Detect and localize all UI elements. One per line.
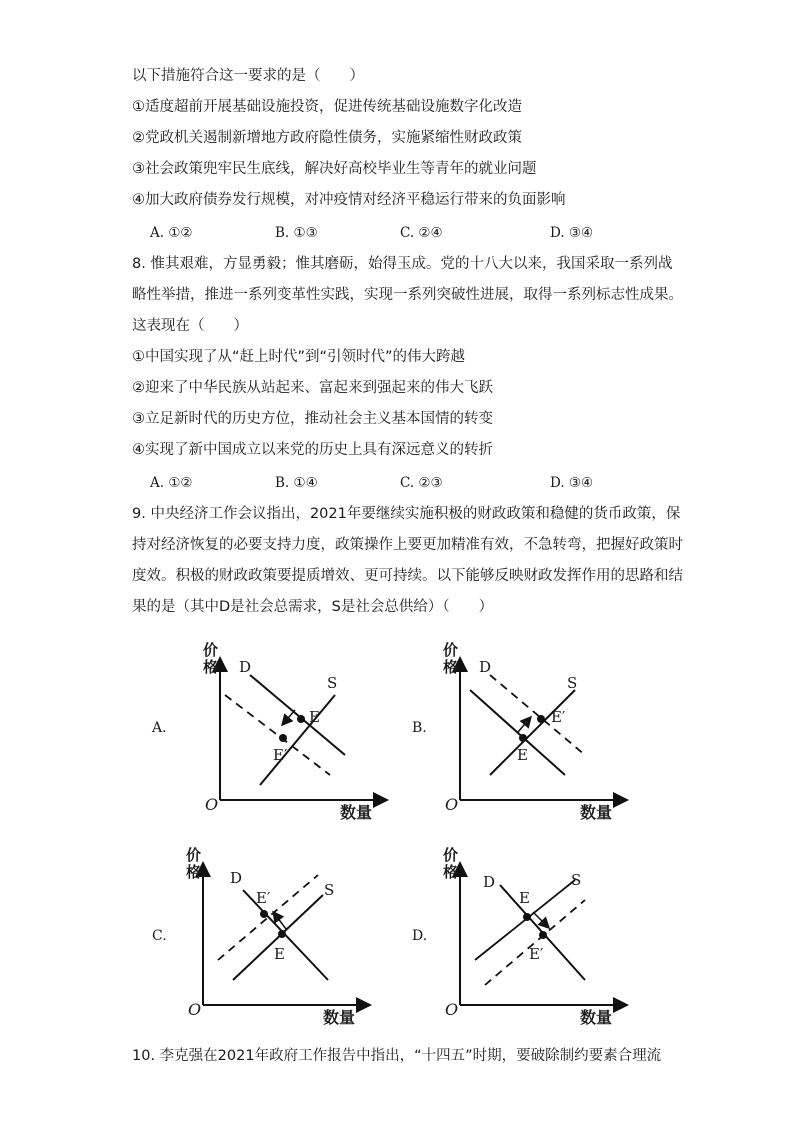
point-e — [297, 715, 305, 723]
q8-item-1: ①中国实现了从“赶上时代”到“引领时代”的伟大跨越 — [132, 349, 466, 365]
graph-b-x-label: 数量 — [580, 803, 613, 822]
q7-option-a: A. ①② — [150, 225, 193, 241]
q9-stem-line-2: 持对经济恢复的必要支持力度，政策操作上要更加精准有效，不急转弯，把握好政策时 — [132, 537, 683, 553]
q8-stem-line-1: 8. 惟其艰难，方显勇毅；惟其磨砺，始得玉成。党的十八大以来，我国采取一系列战 — [132, 256, 673, 272]
point-e-prime — [537, 715, 545, 723]
graph-a-origin: O — [205, 795, 219, 814]
supply-curve — [260, 695, 335, 785]
shift-arrow — [283, 710, 295, 724]
q8-item-3: ③立足新时代的历史方位，推动社会主义基本国情的转变 — [132, 411, 493, 427]
point-e-prime — [539, 931, 547, 939]
graph-a-e-label: E — [309, 708, 320, 726]
q8-item-4: ④实现了新中国成立以来党的历史上具有深远意义的转折 — [132, 442, 493, 458]
q9-stem-line-1: 9. 中央经济工作会议指出，2021年要继续实施积极的财政政策和稳健的货币政策，保 — [132, 506, 681, 522]
graph-d-e-prime-label: E′ — [529, 945, 544, 963]
graph-a-s-label: S — [327, 674, 338, 692]
graph-c-s-label: S — [324, 881, 335, 899]
q7-item-4: ④加大政府债券发行规模，对冲疫情对经济平稳运行带来的负面影响 — [132, 192, 566, 208]
q7-option-d: D. ③④ — [550, 225, 594, 241]
graph-c-e-label: E — [274, 945, 285, 963]
graph-b-d-label: D — [479, 658, 492, 676]
graph-d — [435, 845, 635, 1039]
supply-curve — [233, 895, 323, 980]
q8-option-a: A. ①② — [150, 475, 193, 491]
point-e-prime — [260, 910, 268, 918]
shift-arrow — [518, 718, 530, 732]
graph-c-origin: O — [188, 1000, 202, 1019]
q7-option-c: C. ②④ — [400, 225, 443, 241]
q7-item-1: ①适度超前开展基础设施投资，促进传统基础设施数字化改造 — [132, 99, 522, 115]
graph-d-s-label: S — [571, 871, 582, 889]
q7-stem: 以下措施符合这一要求的是（ ） — [132, 68, 364, 84]
graph-c — [178, 845, 378, 1039]
graph-d-origin: O — [445, 1000, 459, 1019]
graph-b-e-prime-label: E′ — [551, 708, 566, 726]
graph-c-x-label: 数量 — [323, 1008, 356, 1027]
q8-option-b: B. ①④ — [275, 475, 318, 491]
graph-b-s-label: S — [567, 674, 578, 692]
graph-c-e-prime-label: E′ — [256, 889, 271, 907]
graph-d-option-label: D. — [412, 928, 428, 944]
graph-b-origin: O — [445, 795, 459, 814]
point-e-prime — [279, 734, 287, 742]
q9-stem-line-4: 果的是（其中D是社会总需求，S是社会总供给）（ ） — [132, 599, 494, 615]
shift-arrow — [274, 913, 286, 929]
q8-option-c: C. ②③ — [400, 475, 443, 491]
q7-item-3: ③社会政策兜牢民生底线，解决好高校毕业生等青年的就业问题 — [132, 161, 537, 177]
graph-b-e-label: E — [517, 746, 528, 764]
q8-option-d: D. ③④ — [550, 475, 594, 491]
graph-d-d-label: D — [483, 873, 496, 891]
graph-d-e-label: E — [519, 889, 530, 907]
graph-a — [195, 640, 395, 834]
graph-a-d-label: D — [239, 658, 252, 676]
graph-a-e-prime-label: E′ — [273, 746, 288, 764]
graph-c-option-label: C. — [152, 928, 167, 944]
graph-c-y-label: 价格 — [186, 846, 202, 881]
point-e — [278, 930, 286, 938]
q7-option-b: B. ①③ — [275, 225, 318, 241]
graph-d-x-label: 数量 — [580, 1008, 613, 1027]
point-e — [519, 734, 527, 742]
q7-item-2: ②党政机关遏制新增地方政府隐性债务，实施紧缩性财政政策 — [132, 130, 522, 146]
graph-d-y-label: 价格 — [443, 846, 459, 881]
graph-c-d-label: D — [230, 869, 243, 887]
q8-stem-line-2: 略性举措，推进一系列变革性实践，实现一系列突破性进展，取得一系列标志性成果。 — [132, 287, 683, 303]
graph-b — [435, 640, 635, 834]
q9-stem-line-3: 度效。积极的财政政策要提质增效、更可持续。以下能够反映财政发挥作用的思路和结 — [132, 568, 683, 584]
q10-stem: 10. 李克强在2021年政府工作报告中指出，“十四五”时期，要破除制约要素合理流 — [132, 1048, 662, 1064]
supply-curve — [490, 690, 575, 775]
graph-b-option-label: B. — [412, 720, 427, 736]
graph-a-y-label: 价格 — [203, 641, 219, 676]
q8-stem-line-3: 这表现在（ ） — [132, 318, 248, 334]
graph-a-option-label: A. — [152, 720, 167, 736]
q8-item-2: ②迎来了中华民族从站起来、富起来到强起来的伟大飞跃 — [132, 380, 493, 396]
graph-a-x-label: 数量 — [340, 803, 373, 822]
graph-b-y-label: 价格 — [443, 641, 459, 676]
point-e — [523, 913, 531, 921]
